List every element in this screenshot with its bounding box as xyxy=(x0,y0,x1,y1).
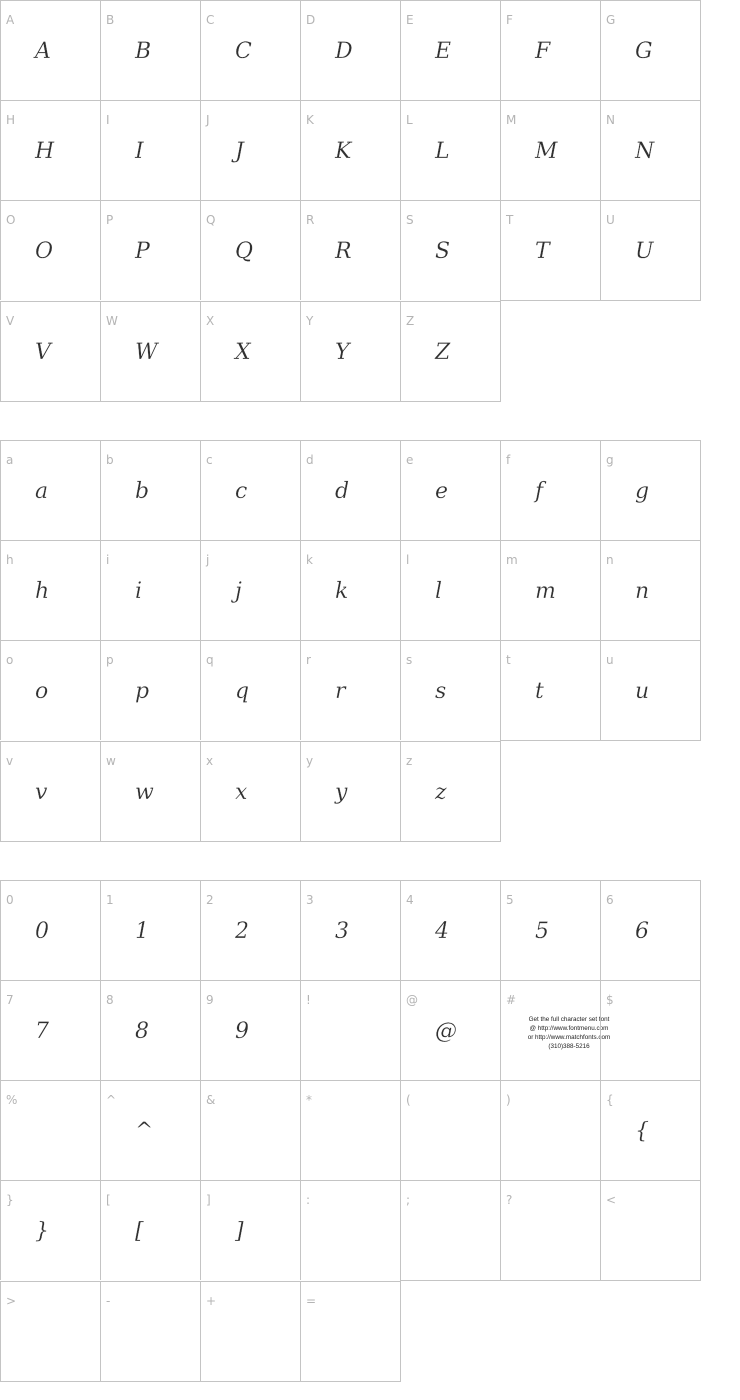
glyph-sample: K xyxy=(335,139,352,164)
glyph-sample: u xyxy=(635,679,650,704)
glyph-sample: Z xyxy=(435,340,451,365)
glyph-key-label: l xyxy=(406,553,410,567)
glyph-sample: e xyxy=(435,479,449,504)
glyph-key-label: Z xyxy=(406,314,415,328)
glyph-key-label: g xyxy=(606,453,614,467)
glyph-key-label: L xyxy=(406,113,413,127)
glyph-key-label: c xyxy=(206,453,213,467)
glyph-cell xyxy=(100,200,200,300)
glyph-sample: ] xyxy=(235,1219,244,1244)
glyph-key-label: m xyxy=(506,553,518,567)
glyph-cell xyxy=(100,980,200,1080)
glyph-cell xyxy=(200,1080,300,1180)
glyph-sample: E xyxy=(435,39,452,64)
glyph-cell xyxy=(200,200,300,300)
glyph-sample: U xyxy=(635,239,654,264)
glyph-key-label: k xyxy=(306,553,313,567)
glyph-key-label: 5 xyxy=(506,893,514,907)
glyph-key-label: i xyxy=(106,553,110,567)
glyph-key-label: w xyxy=(106,754,116,768)
glyph-sample: N xyxy=(635,139,655,164)
promo-line: Get the full character set font xyxy=(528,1016,610,1023)
glyph-key-label: R xyxy=(306,213,315,227)
glyph-cell xyxy=(600,440,701,540)
glyph-cell xyxy=(0,0,100,100)
glyph-key-label: > xyxy=(6,1294,17,1308)
glyph-key-label: ( xyxy=(406,1093,411,1107)
glyph-cell xyxy=(200,301,300,402)
glyph-key-label: b xyxy=(106,453,114,467)
glyph-key-label: C xyxy=(206,13,215,27)
glyph-key-label: ? xyxy=(506,1193,513,1207)
glyph-sample: b xyxy=(135,479,150,504)
glyph-key-label: % xyxy=(6,1093,18,1107)
glyph-cell xyxy=(300,640,400,740)
glyph-cell xyxy=(100,301,200,402)
glyph-key-label: @ xyxy=(406,993,418,1007)
glyph-cell xyxy=(100,440,200,540)
glyph-cell xyxy=(200,540,300,640)
glyph-key-label: ) xyxy=(506,1093,511,1107)
glyph-sample: p xyxy=(135,679,150,704)
glyph-sample: q xyxy=(235,679,250,704)
glyph-key-label: h xyxy=(6,553,14,567)
glyph-key-label: + xyxy=(206,1294,217,1308)
glyph-cell xyxy=(400,200,500,300)
glyph-key-label: F xyxy=(506,13,513,27)
glyph-sample: o xyxy=(35,679,49,704)
glyph-sample: c xyxy=(235,479,248,504)
glyph-sample: v xyxy=(35,780,48,805)
glyph-key-label: 3 xyxy=(306,893,314,907)
glyph-key-label: Y xyxy=(306,314,314,328)
glyph-key-label: G xyxy=(606,13,616,27)
glyph-cell xyxy=(200,440,300,540)
glyph-sample: 5 xyxy=(535,919,549,944)
glyph-sample: M xyxy=(535,139,558,164)
glyph-key-label: ] xyxy=(206,1193,211,1207)
glyph-cell xyxy=(400,1080,500,1180)
glyph-sample: V xyxy=(35,340,51,365)
glyph-sample: w xyxy=(135,780,154,805)
glyph-key-label: I xyxy=(106,113,110,127)
glyph-sample: f xyxy=(535,479,544,504)
glyph-cell xyxy=(0,100,100,200)
glyph-key-label: { xyxy=(606,1093,614,1107)
glyph-cell xyxy=(600,200,701,301)
glyph-cell xyxy=(0,980,100,1080)
glyph-cell xyxy=(300,980,400,1080)
glyph-cell xyxy=(500,440,600,540)
glyph-cell xyxy=(400,0,500,100)
glyph-cell xyxy=(100,100,200,200)
glyph-sample: a xyxy=(35,479,49,504)
glyph-key-label: B xyxy=(106,13,115,27)
glyph-sample: { xyxy=(635,1119,649,1144)
glyph-cell xyxy=(0,880,100,980)
glyph-sample: [ xyxy=(135,1219,144,1244)
glyph-key-label: [ xyxy=(106,1193,111,1207)
glyph-sample: d xyxy=(335,479,350,504)
glyph-key-label: 0 xyxy=(6,893,14,907)
glyph-key-label: H xyxy=(6,113,16,127)
glyph-cell xyxy=(300,100,400,200)
glyph-sample: y xyxy=(335,780,348,805)
glyph-cell xyxy=(300,540,400,640)
glyph-cell xyxy=(200,640,300,740)
glyph-sample: C xyxy=(235,39,252,64)
glyph-cell xyxy=(0,1080,100,1180)
glyph-cell xyxy=(500,100,600,200)
glyph-key-label: * xyxy=(306,1093,312,1107)
glyph-cell xyxy=(500,200,600,301)
glyph-key-label: t xyxy=(506,653,511,667)
glyph-key-label: ^ xyxy=(106,1093,117,1107)
glyph-key-label: q xyxy=(206,653,214,667)
glyph-cell xyxy=(0,200,100,300)
glyph-cell xyxy=(400,301,501,402)
glyph-key-label: # xyxy=(506,993,517,1007)
glyph-cell xyxy=(300,1080,400,1180)
glyph-key-label: = xyxy=(306,1294,317,1308)
glyph-sample: 0 xyxy=(35,919,49,944)
glyph-cell xyxy=(300,440,400,540)
glyph-key-label: } xyxy=(6,1193,14,1207)
glyph-key-label: S xyxy=(406,213,414,227)
glyph-sample: X xyxy=(235,340,251,365)
glyph-cell xyxy=(400,100,500,200)
glyph-key-label: v xyxy=(6,754,14,768)
glyph-key-label: A xyxy=(6,13,15,27)
glyph-cell xyxy=(400,640,500,740)
glyph-key-label: d xyxy=(306,453,314,467)
glyph-sample: O xyxy=(35,239,54,264)
glyph-cell xyxy=(0,741,100,842)
glyph-cell xyxy=(600,0,701,100)
glyph-key-label: $ xyxy=(606,993,614,1007)
glyph-cell xyxy=(600,880,701,980)
glyph-cell xyxy=(600,1180,701,1281)
glyph-sample: I xyxy=(135,139,144,164)
glyph-sample: Q xyxy=(235,239,254,264)
glyph-sample: D xyxy=(335,39,353,64)
lowercase-grid xyxy=(0,440,701,842)
glyph-cell xyxy=(200,1180,300,1280)
glyph-key-label: X xyxy=(206,314,215,328)
glyph-cell xyxy=(500,980,611,1080)
glyph-key-label: o xyxy=(6,653,14,667)
glyph-key-label: s xyxy=(406,653,413,667)
glyph-key-label: u xyxy=(606,653,614,667)
glyph-key-label: x xyxy=(206,754,214,768)
glyph-cell xyxy=(600,540,701,640)
glyph-key-label: O xyxy=(6,213,16,227)
glyph-cell xyxy=(400,1180,500,1281)
glyph-key-label: y xyxy=(306,754,314,768)
glyph-key-label: n xyxy=(606,553,614,567)
glyph-sample: J xyxy=(235,139,244,164)
glyph-cell xyxy=(500,1180,600,1281)
glyph-sample: 9 xyxy=(235,1019,249,1044)
glyph-key-label: V xyxy=(6,314,15,328)
glyph-cell xyxy=(300,880,400,980)
glyph-cell xyxy=(100,1180,200,1280)
glyph-key-label: J xyxy=(206,113,210,127)
glyph-sample: A xyxy=(35,39,51,64)
glyph-cell xyxy=(400,540,500,640)
glyph-sample: Y xyxy=(335,340,350,365)
glyph-cell xyxy=(600,980,701,1080)
glyph-cell xyxy=(300,741,400,842)
glyph-cell xyxy=(300,0,400,100)
glyph-key-label: ! xyxy=(306,993,311,1007)
glyph-key-label: & xyxy=(206,1093,216,1107)
glyph-cell xyxy=(0,301,100,402)
glyph-cell xyxy=(200,741,300,842)
glyph-sample: 7 xyxy=(35,1019,49,1044)
glyph-sample: k xyxy=(335,579,349,604)
glyph-sample: W xyxy=(135,340,158,365)
glyph-sample: G xyxy=(635,39,653,64)
glyph-key-label: P xyxy=(106,213,114,227)
glyph-sample: B xyxy=(135,39,152,64)
glyph-cell xyxy=(400,440,500,540)
glyph-cell xyxy=(0,1180,100,1280)
uppercase-grid xyxy=(0,0,701,402)
glyph-cell xyxy=(500,1080,600,1180)
glyph-key-label: U xyxy=(606,213,615,227)
glyph-cell xyxy=(300,301,400,402)
glyph-sample: n xyxy=(635,579,650,604)
glyph-sample: P xyxy=(135,239,150,264)
glyph-sample: r xyxy=(335,679,346,704)
glyph-sample: F xyxy=(535,39,551,64)
glyph-cell xyxy=(600,1080,701,1180)
glyph-cell xyxy=(400,741,501,842)
glyph-cell xyxy=(600,100,701,200)
glyph-sample: } xyxy=(35,1219,49,1244)
symbols-grid xyxy=(0,880,701,1382)
glyph-key-label: N xyxy=(606,113,615,127)
glyph-key-label: E xyxy=(406,13,414,27)
glyph-sample: j xyxy=(235,579,242,604)
glyph-cell xyxy=(100,741,200,842)
glyph-sample: s xyxy=(435,679,447,704)
glyph-key-label: z xyxy=(406,754,413,768)
glyph-sample: 4 xyxy=(435,919,449,944)
glyph-sample: z xyxy=(435,780,447,805)
glyph-cell xyxy=(200,0,300,100)
glyph-cell xyxy=(200,1281,300,1382)
glyph-sample: 8 xyxy=(135,1019,149,1044)
glyph-cell xyxy=(500,0,600,100)
promo-line: @ http://www.fontmenu.com xyxy=(529,1025,609,1032)
glyph-sample: 2 xyxy=(235,919,249,944)
glyph-sample: g xyxy=(635,479,650,504)
glyph-key-label: 6 xyxy=(606,893,614,907)
glyph-sample: R xyxy=(335,239,352,264)
glyph-sample: S xyxy=(435,239,451,264)
glyph-key-label: - xyxy=(106,1294,111,1308)
glyph-sample: t xyxy=(535,679,544,704)
glyph-cell xyxy=(100,880,200,980)
glyph-cell xyxy=(100,1080,200,1180)
glyph-key-label: D xyxy=(306,13,316,27)
glyph-sample: 6 xyxy=(635,919,649,944)
glyph-key-label: 7 xyxy=(6,993,14,1007)
glyph-cell xyxy=(200,980,300,1080)
glyph-sample: h xyxy=(35,579,50,604)
glyph-sample: ^ xyxy=(135,1119,154,1144)
glyph-cell xyxy=(100,640,200,740)
glyph-sample: 3 xyxy=(335,919,349,944)
glyph-key-label: Q xyxy=(206,213,216,227)
glyph-key-label: f xyxy=(506,453,511,467)
glyph-cell xyxy=(100,1281,200,1382)
glyph-cell xyxy=(300,1281,401,1382)
glyph-key-label: M xyxy=(506,113,517,127)
glyph-cell xyxy=(400,880,500,980)
glyph-sample: @ xyxy=(435,1019,457,1044)
glyph-sample: m xyxy=(535,579,556,604)
glyph-key-label: ; xyxy=(406,1193,411,1207)
glyph-cell xyxy=(100,0,200,100)
promo-line: (310)388-5216 xyxy=(548,1043,590,1050)
glyph-key-label: 4 xyxy=(406,893,414,907)
glyph-cell xyxy=(200,880,300,980)
glyph-sample: H xyxy=(35,139,55,164)
glyph-cell xyxy=(0,1281,100,1382)
glyph-cell xyxy=(500,880,600,980)
glyph-key-label: : xyxy=(306,1193,311,1207)
glyph-key-label: W xyxy=(106,314,118,328)
glyph-cell xyxy=(500,540,600,640)
glyph-cell xyxy=(100,540,200,640)
glyph-key-label: 8 xyxy=(106,993,114,1007)
glyph-key-label: p xyxy=(106,653,114,667)
glyph-cell xyxy=(300,200,400,300)
glyph-sample: l xyxy=(435,579,443,604)
promo-line: or http://www.matchfonts.com xyxy=(527,1034,611,1041)
glyph-key-label: e xyxy=(406,453,414,467)
glyph-key-label: < xyxy=(606,1193,617,1207)
glyph-key-label: j xyxy=(206,553,210,567)
glyph-key-label: a xyxy=(6,453,14,467)
glyph-sample: 1 xyxy=(135,919,149,944)
glyph-cell xyxy=(500,640,600,741)
glyph-key-label: K xyxy=(306,113,314,127)
glyph-key-label: 2 xyxy=(206,893,214,907)
glyph-sample: x xyxy=(235,780,248,805)
glyph-cell xyxy=(400,980,500,1080)
glyph-cell xyxy=(300,1180,400,1280)
glyph-cell xyxy=(0,440,100,540)
glyph-sample: i xyxy=(135,579,143,604)
glyph-cell xyxy=(600,640,701,741)
glyph-cell xyxy=(0,640,100,740)
glyph-sample: L xyxy=(435,139,450,164)
glyph-key-label: 1 xyxy=(106,893,114,907)
glyph-key-label: T xyxy=(506,213,514,227)
glyph-sample: T xyxy=(535,239,550,264)
glyph-cell xyxy=(200,100,300,200)
glyph-cell xyxy=(0,540,100,640)
glyph-key-label: r xyxy=(306,653,311,667)
glyph-key-label: 9 xyxy=(206,993,214,1007)
